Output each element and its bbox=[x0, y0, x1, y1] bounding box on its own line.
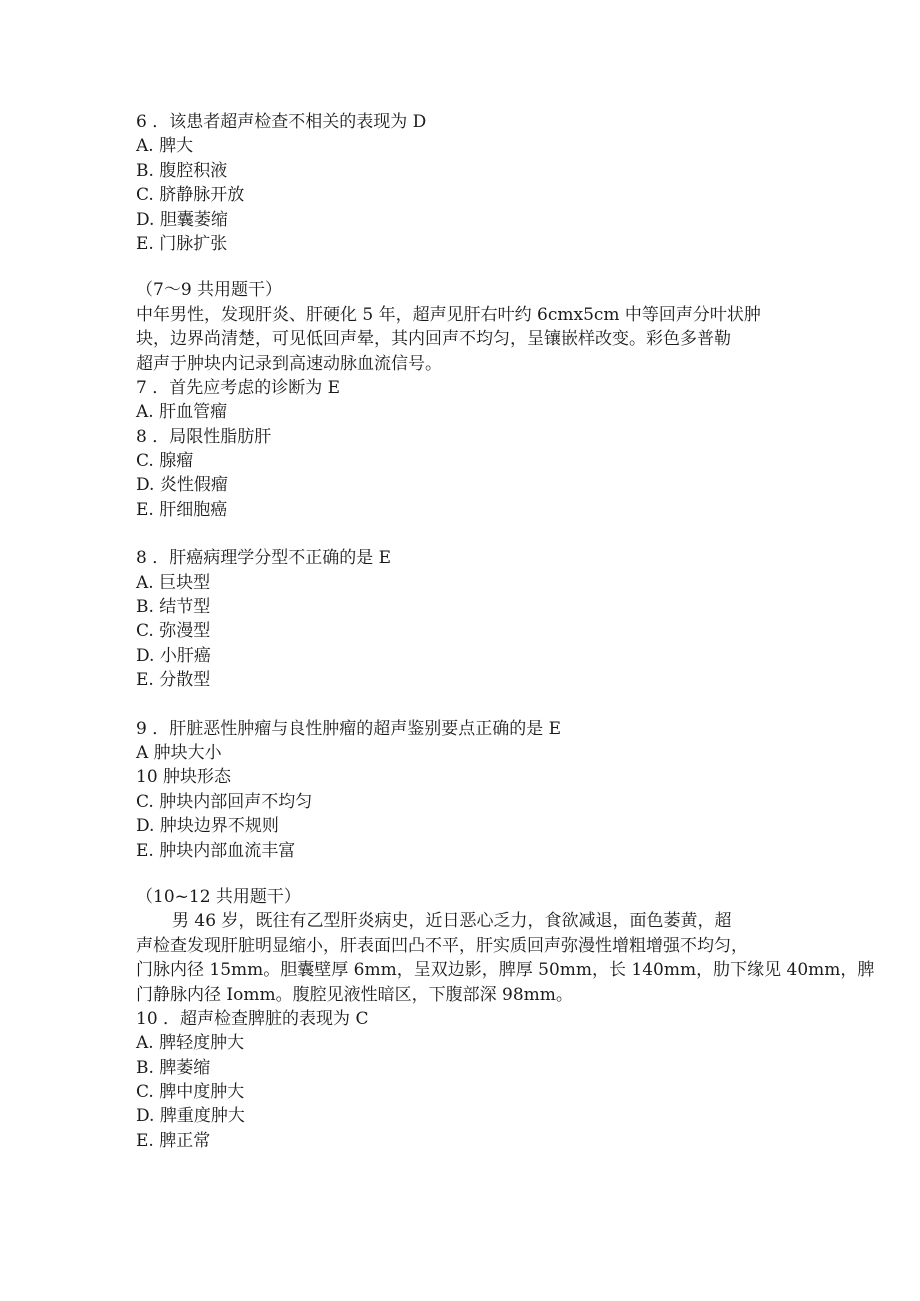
question-6 bbox=[136, 110, 796, 256]
option-c: C. 弥漫型 bbox=[136, 621, 211, 642]
option-a: A 肿块大小 bbox=[136, 742, 222, 763]
question-stem: 6 ．该患者超声检查不相关的表现为 D bbox=[136, 112, 427, 132]
question-10 bbox=[136, 1007, 796, 1153]
option-b: B. 结节型 bbox=[136, 597, 211, 618]
option-a: A. 脾大 bbox=[136, 136, 194, 157]
option-b: 8 ．局限性脂肪肝 bbox=[136, 426, 272, 447]
question-9 bbox=[136, 717, 796, 863]
question-stem: 10 ．超声检查脾脏的表现为 C bbox=[136, 1008, 369, 1029]
case-text-line: 声检查发现肝脏明显缩小，肝表面凹凸不平，肝实质回声弥漫性增粗增强不均匀， bbox=[136, 935, 748, 956]
case-text-line: 男 46 岁，既往有乙型肝炎病史，近日恶心乏力，食欲减退，面色萎黄，超 bbox=[172, 911, 732, 932]
option-e: E. 门脉扩张 bbox=[136, 233, 228, 254]
group-header: （7～9 共用题干） bbox=[136, 280, 283, 301]
case-text-line: 门脉内径 15mm。胆囊壁厚 6mm，呈双边影，脾厚 50mm，长 140mm，肋下缘见 40mm，脾 bbox=[136, 960, 875, 981]
document-body bbox=[136, 110, 875, 1153]
option-a: A. 巨块型 bbox=[136, 572, 211, 593]
question-8 bbox=[136, 546, 796, 692]
case-group-10-12 bbox=[136, 885, 875, 1007]
option-c: C. 腺瘤 bbox=[136, 451, 194, 472]
question-stem: 7 ．首先应考虑的诊断为 E bbox=[136, 377, 341, 398]
option-d: D. 胆囊萎缩 bbox=[136, 209, 228, 230]
case-text-line: 门静脉内径 Iomm。腹腔见液性暗区，下腹部深 98mm。 bbox=[136, 984, 573, 1005]
option-a: A. 脾轻度肿大 bbox=[136, 1033, 245, 1054]
option-e: E. 肝细胞癌 bbox=[136, 499, 228, 520]
option-c: C. 脾中度肿大 bbox=[136, 1082, 245, 1103]
option-b: B. 腹腔积液 bbox=[136, 160, 228, 181]
question-stem: 9 ．肝脏恶性肿瘤与良性肿瘤的超声鉴别要点正确的是 E bbox=[136, 718, 562, 739]
option-d: D. 肿块边界不规则 bbox=[136, 816, 279, 837]
case-group-7-9 bbox=[136, 278, 796, 376]
option-d: D. 小肝癌 bbox=[136, 645, 211, 666]
option-d: D. 炎性假瘤 bbox=[136, 475, 228, 496]
case-text-line: 超声于肿块内记录到高速动脉血流信号。 bbox=[136, 353, 442, 374]
option-a: A. 肝血管瘤 bbox=[136, 402, 228, 423]
question-stem: 8 ．肝癌病理学分型不正确的是 E bbox=[136, 548, 392, 569]
option-c: C. 肿块内部回声不均匀 bbox=[136, 791, 313, 812]
question-7 bbox=[136, 376, 796, 522]
case-text-line: 块，边界尚清楚，可见低回声晕，其内回声不均匀，呈镶嵌样改变。彩色多普勒 bbox=[136, 329, 731, 350]
option-e: E. 分散型 bbox=[136, 670, 211, 691]
option-b: 10 肿块形态 bbox=[136, 767, 232, 788]
case-text-line: 中年男性，发现肝炎、肝硬化 5 年，超声见肝右叶约 6cmx5cm 中等回声分叶状肿 bbox=[136, 304, 761, 325]
option-b: B. 脾萎缩 bbox=[136, 1057, 211, 1078]
option-e: E. 肿块内部血流丰富 bbox=[136, 840, 296, 861]
option-c: C. 脐静脉开放 bbox=[136, 185, 245, 206]
group-header: （10~12 共用题干） bbox=[136, 886, 301, 907]
option-d: D. 脾重度肿大 bbox=[136, 1106, 245, 1127]
option-e: E. 脾正常 bbox=[136, 1130, 211, 1151]
